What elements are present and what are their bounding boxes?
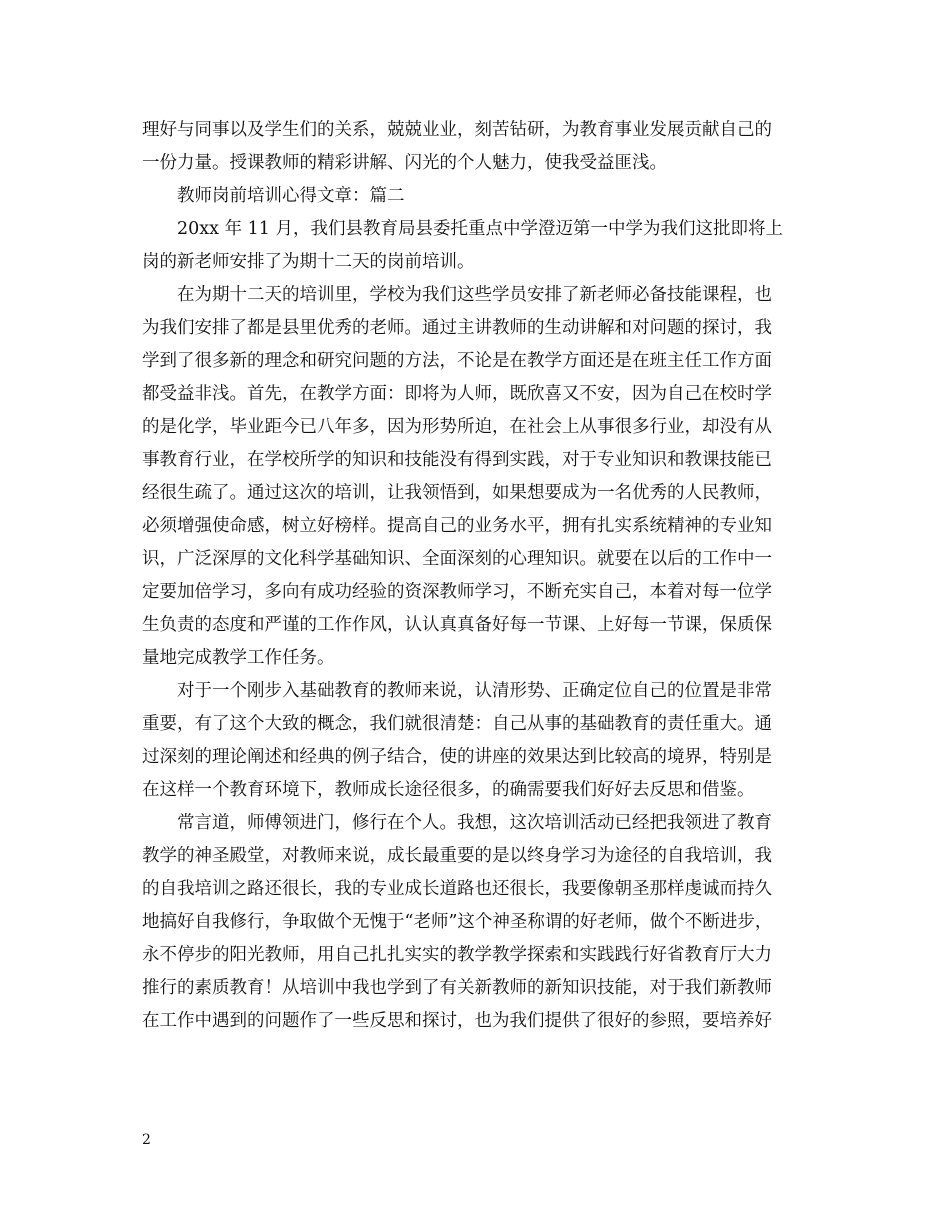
text-line: 的是化学，毕业距今已八年多，因为形势所迫，在社会上从事很多行业，却没有从 <box>142 417 772 437</box>
text-line: 为我们安排了都是县里优秀的老师。通过主讲教师的生动讲解和对问题的探讨，我 <box>142 318 772 338</box>
text-line: 识，广泛深厚的文化科学基础知识、全面深刻的心理知识。就要在以后的工作中一 <box>142 549 772 569</box>
paragraph-continuation <box>142 114 822 180</box>
text-line: 永不停步的阳光教师，用自己扎扎实实的教学教学探索和实践践行好省教育厅大力 <box>142 945 772 965</box>
text-line: 过深刻的理论阐述和经典的例子结合，使的讲座的效果达到比较高的境界，特别是 <box>142 747 772 767</box>
paragraph-training <box>142 279 822 675</box>
text-line: 量地完成教学工作任务。 <box>142 648 335 668</box>
paragraph-self-cultivation <box>142 807 822 1038</box>
text-line: 的自我培训之路还很长，我的专业成长道路也还很长，我要像朝圣那样虔诚而持久 <box>142 879 772 899</box>
text-line: 事教育行业，在学校所学的知识和技能没有得到实践，对于专业知识和教课技能已 <box>142 450 772 470</box>
paragraph-basic-education <box>142 675 822 807</box>
text-line: 推行的素质教育！从培训中我也学到了有关新教师的新知识技能，对于我们新教师 <box>142 978 772 998</box>
text-line: 经很生疏了。通过这次的培训，让我领悟到，如果想要成为一名优秀的人民教师， <box>142 483 772 503</box>
text-line: 必须增强使命感，树立好榜样。提高自己的业务水平，拥有扎实系统精神的专业知 <box>142 516 772 536</box>
section-heading <box>142 180 822 213</box>
text-line: 地搞好自我修行，争取做个无愧于“老师”这个神圣称谓的好老师，做个不断进步， <box>142 912 773 932</box>
paragraph-intro <box>142 213 822 279</box>
document-body <box>142 114 822 1038</box>
text-line: 一份力量。授课教师的精彩讲解、闪光的个人魅力，使我受益匪浅。 <box>142 153 667 173</box>
text-line: 在为期十二天的培训里，学校为我们这些学员安排了新老师必备技能课程，也 <box>142 285 772 305</box>
text-line: 20xx 年 11 月，我们县教育局县委托重点中学澄迈第一中学为我们这批即将上 <box>142 219 783 239</box>
text-line: 教师岗前培训心得文章：篇二 <box>142 186 405 206</box>
page-number: 2 <box>142 1132 151 1148</box>
text-line: 对于一个刚步入基础教育的教师来说，认清形势、正确定位自己的位置是非常 <box>142 681 772 701</box>
text-line: 学到了很多新的理念和研究问题的方法，不论是在教学方面还是在班主任工作方面 <box>142 351 772 371</box>
text-line: 教学的神圣殿堂，对教师来说，成长最重要的是以终身学习为途径的自我培训，我 <box>142 846 772 866</box>
text-line: 重要，有了这个大致的概念，我们就很清楚：自己从事的基础教育的责任重大。通 <box>142 714 772 734</box>
text-line: 常言道，师傅领进门，修行在个人。我想，这次培训活动已经把我领进了教育 <box>142 813 772 833</box>
text-line: 岗的新老师安排了为期十二天的岗前培训。 <box>142 252 475 272</box>
text-line: 理好与同事以及学生们的关系，兢兢业业，刻苦钻研，为教育事业发展贡献自己的 <box>142 120 772 140</box>
text-line: 都受益非浅。首先，在教学方面：即将为人师，既欣喜又不安，因为自己在校时学 <box>142 384 772 404</box>
text-line: 定要加倍学习，多向有成功经验的资深教师学习，不断充实自己，本着对每一位学 <box>142 582 772 602</box>
text-line: 生负责的态度和严谨的工作作风，认认真真备好每一节课、上好每一节课，保质保 <box>142 615 772 635</box>
text-line: 在这样一个教育环境下，教师成长途径很多，的确需要我们好好去反思和借鉴。 <box>142 780 755 800</box>
text-line: 在工作中遇到的问题作了一些反思和探讨，也为我们提供了很好的参照，要培养好 <box>142 1011 772 1031</box>
